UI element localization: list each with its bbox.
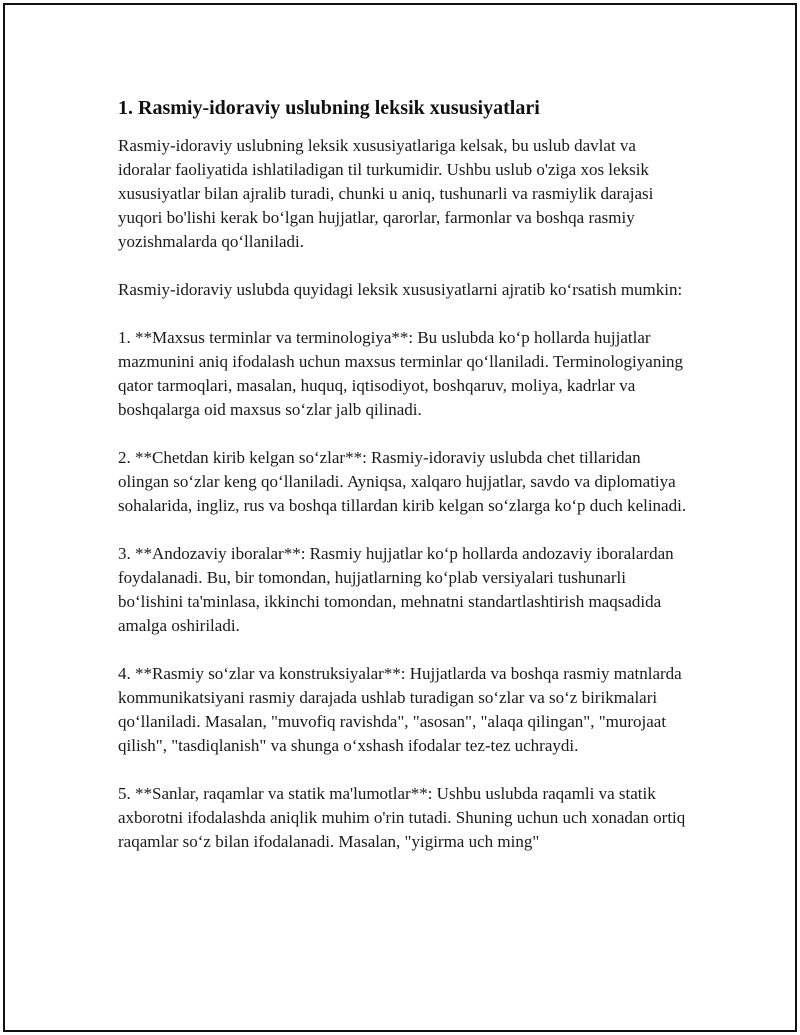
paragraph-lead-in: Rasmiy-idoraviy uslubda quyidagi leksik xususiyatlarni ajratib ko‘rsatish mumkin: xyxy=(118,280,683,299)
list-item-borrowed-words: 2. **Chetdan kirib kelgan so‘zlar**: Rasmiy-idoraviy uslubda chet tillaridan olingan so‘zlar keng qo‘llaniladi. Ayniqsa, xalqaro hujjatlar, savdo va diplomatiya sohalarida, ingliz, rus va boshqa tillardan kirib kelgan so‘zlarga ko‘p duch kelinadi. xyxy=(118,448,687,515)
paragraph-intro: Rasmiy-idoraviy uslubning leksik xususiyatlariga kelsak, bu uslub davlat va idoralar faoliyatida ishlatiladigan til turkumidir. Ushbu uslub o'ziga xos leksik xususiyatlar bilan ajralib turadi, chunki u aniq, tushunarli va rasmiylik darajasi yuqori bo'lishi kerak bo‘lgan hujjatlar, qarorlar, farmonlar va boshqa rasmiy yozishmalarda qo‘llaniladi. xyxy=(118,136,654,251)
list-item-official-words: 4. **Rasmiy so‘zlar va konstruksiyalar**: Hujjatlarda va boshqa rasmiy matnlarda kommunikatsiyani rasmiy darajada ushlab turadigan so‘zlar va so‘z birikmalari qo‘llaniladi. Masalan, "muvofiq ravishda", "asosan", "alaqa qilingan", "murojaat qilish", "tasdiqlanish" va shunga o‘xshash ifodalar tez-tez uchraydi. xyxy=(118,664,682,755)
list-item-terminology: 1. **Maxsus terminlar va terminologiya**: Bu uslubda ko‘p hollarda hujjatlar mazmunini aniq ifodalash uchun maxsus terminlar qo‘llaniladi. Terminologiyaning qator tarmoqlari, masalan, huquq, iqtisodiyot, boshqaruv, moliya, kadrlar va boshqalarga oid maxsus so‘zlar jalb qilinadi. xyxy=(118,328,684,419)
list-item-template-phrases: 3. **Andozaviy iboralar**: Rasmiy hujjatlar ko‘p hollarda andozaviy iboralardan foydalanadi. Bu, bir tomondan, hujjatlarning ko‘plab versiyalari tushunarli bo‘lishini ta'minlasa, ikkinchi tomondan, mehnatni standartlashtirish maqsadida amalga oshiriladi. xyxy=(118,544,674,635)
section-title: 1. Rasmiy-idoraviy uslubning leksik xususiyatlari xyxy=(118,97,540,119)
document-body xyxy=(118,94,688,878)
list-item-numbers: 5. **Sanlar, raqamlar va statik ma'lumotlar**: Ushbu uslubda raqamli va statik axborotni ifodalashda aniqlik muhim o'rin tutadi. Shuning uchun uch xonadan ortiq raqamlar so‘z bilan ifodalanadi. Masalan, "yigirma uch ming" xyxy=(118,784,686,851)
